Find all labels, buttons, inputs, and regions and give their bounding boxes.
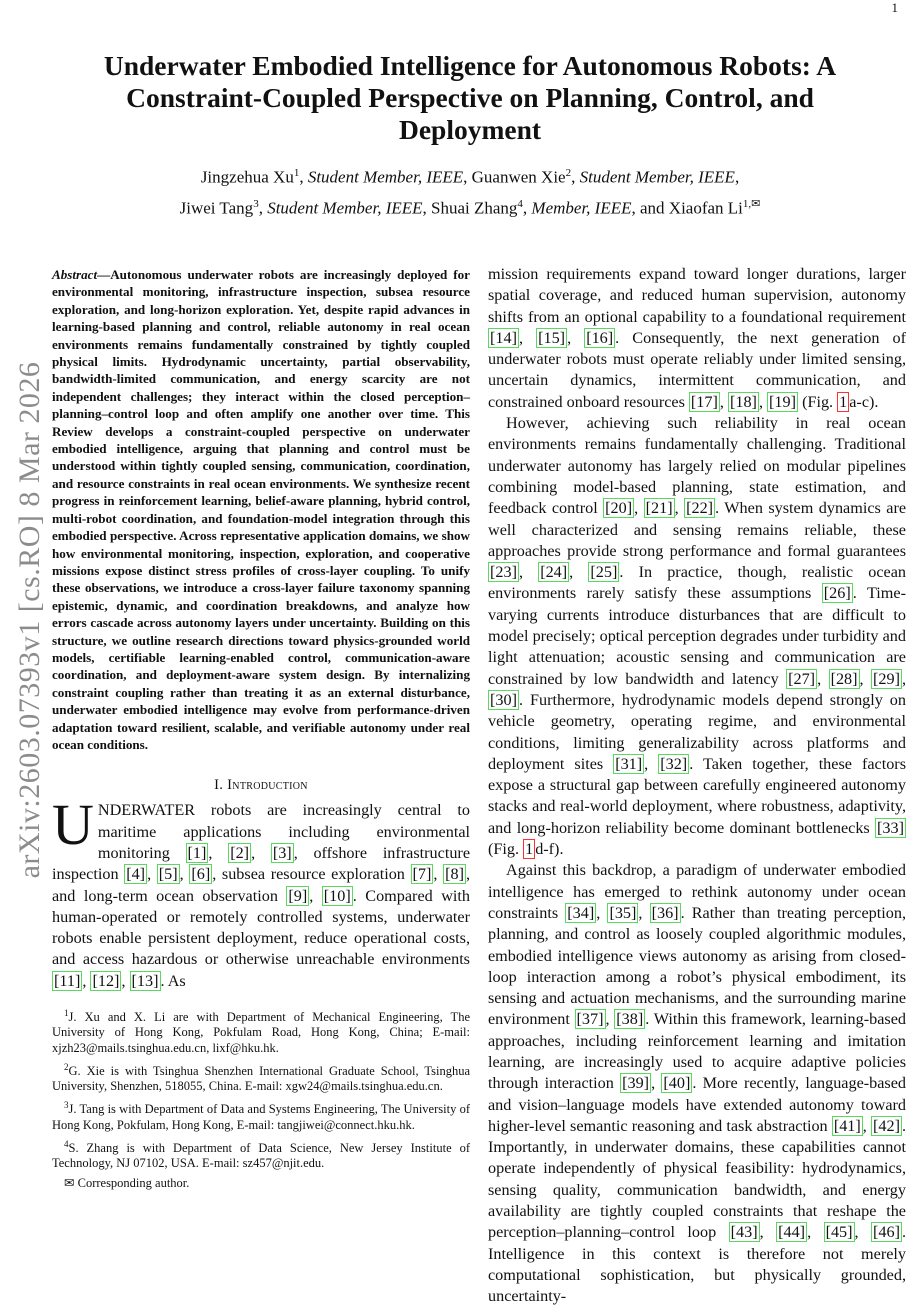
- citation-link[interactable]: [37]: [576, 1010, 604, 1029]
- citation-link[interactable]: [32]: [660, 754, 688, 773]
- author-role: Member, IEEE: [531, 198, 632, 218]
- citation-link[interactable]: [38]: [616, 1010, 644, 1029]
- citation-link[interactable]: [35]: [609, 903, 637, 922]
- citation-link[interactable]: [5]: [158, 865, 178, 884]
- citation-link[interactable]: [25]: [590, 563, 618, 582]
- and-word: and: [640, 198, 665, 218]
- citation-link[interactable]: [8]: [445, 865, 464, 884]
- author-affil: 1: [293, 167, 300, 179]
- paragraph: Against this backdrop, a paradigm of underwater embodied intelligence has emerged to rethink autonomy under ocean constraints [34] , [35] , [36] . Rather than treating perception, planning, and control as loosely coupled algorithmic modules, embodied intelligence views autonomy as arising from closed-loop interaction among a robot’s physical embodiment, its sensing and actuation mechanisms, and the surrounding marine environment [37] , [38] . Within this framework, learning-based approaches, including reinforcement learning and imitation learning, are increasingly used to acquire adaptive policies through interaction [39] , [40] . More recently, language-based and vision–language models have extended autonomy toward higher-level semantic reasoning and task abstraction [41] , [42] . Importantly, in underwater domains, these capabilities cannot operate independently of physical feasibility: hydrodynamics, sensing quality, communication bandwidth, and energy availability are tightly coupled constraints that reshape the perception–planning–control loop [43] , [44] , [45] , [46] . Intelligence in this context is therefore not merely computational sophistication, but physically grounded, uncertainty-: [488, 861, 906, 1306]
- left-column: [52, 266, 470, 1195]
- citation-link[interactable]: [18]: [729, 392, 757, 411]
- citation-link[interactable]: [19]: [769, 392, 797, 411]
- citation-link[interactable]: [17]: [690, 392, 718, 411]
- paper-title: Underwater Embodied Intelligence for Autonomous Robots: A Constraint-Coupled Perspective on Planning, Control, and Deployment: [103, 50, 837, 145]
- citation-link[interactable]: [22]: [686, 499, 714, 518]
- citation-link[interactable]: [29]: [873, 669, 900, 688]
- page-number: 1: [891, 0, 898, 15]
- citation-link[interactable]: [42]: [873, 1116, 900, 1135]
- section-heading: [52, 777, 470, 794]
- author-name: Jingzehua Xu: [200, 167, 294, 187]
- citation-link[interactable]: [39]: [622, 1074, 650, 1093]
- citation-link[interactable]: [2]: [230, 843, 250, 862]
- intro-paragraph: UNDERWATER robots are increasingly central to maritime applications including environmental monitoring [1] , [2] , [3] , offshore infrastructure inspection [4] , [5] , [6] , subsea resource exploration [7] , [8] , and long-term ocean observation [9] , [10] . Compared with human-operated or remotely controlled systems, underwater robots enable persistent deployment, reduce operational costs, and access hazardous or otherwise unreachable environments [11] , [12] , [13] . As: [52, 792, 471, 990]
- footnote: $^2$G. Xie is with Tsinghua Shenzhen International Graduate School, Tsinghua University, Shenzhen, 518055, China. E-mail: xgw24@mails.tsinghua.edu.cn.: [52, 1061, 470, 1094]
- author-list: Jingzehua Xu$^1$, Student Member, IEEE, Guanwen Xie$^2$, Student Member, IEEE, Jiwei Tang$^3$, Student Member, IEEE, Shuai Zhang$^4$, Member, IEEE, and Xiaofan $Li^{1,✉}$: [179, 167, 761, 218]
- citation-link[interactable]: [1]: [187, 843, 207, 862]
- abstract-text: —Autonomous underwater robots are increasingly deployed for environmental monitoring, infrastructure inspection, subsea resource exploration, and long-horizon exploration. Yet, despite rapid advances in learning-based planning and control, reliable autonomy in real ocean environments remains fundamentally constrained by tightly coupled physical limits. Hydrodynamic uncertainty, partial observability, bandwidth-limited communication, and energy scarcity are not independent challenges; they interact within the closed perception–planning–control loop and often amplify one another over time. This Review develops a constraint-coupled perspective on underwater embodied intelligence, arguing that planning and control must be understood within tightly coupled sensing, communication, coordination, and resource constraints in real ocean environments. We synthesize recent progress in reinforcement learning, belief-aware planning, hybrid control, multi-robot coordination, and foundation-model integration through this embodied perspective. Across representative application domains, we show how environmental monitoring, inspection, exploration, and cooperative missions expose distinct stress profiles of cross-layer coupling. To unify these observations, we introduce a cross-layer failure taxonomy spanning epistemic, dynamic, and coordination breakdowns, and analyze how errors cascade across autonomy layers under uncertainty. Building on this structure, we outline research directions toward physics-grounded world models, certifiable learning-enabled control, communication-aware coordination, and deployment-aware system design. By internalizing constraint coupling rather than treating it as an external disturbance, underwater embodied intelligence may evolve from performance-driven adaptation toward resilient, scalable, and verifiable autonomy under real ocean conditions.: [52, 267, 470, 752]
- right-column: [488, 264, 906, 1308]
- dropcap: U: [52, 792, 94, 858]
- footnotes: [52, 1006, 470, 1191]
- citation-link[interactable]: [44]: [778, 1223, 806, 1242]
- author-affil: 1,✉: [742, 197, 761, 210]
- figure-link[interactable]: 1: [525, 840, 534, 859]
- citation-link[interactable]: [28]: [830, 669, 858, 688]
- author-name: Shuai Zhang: [431, 198, 518, 218]
- citation-link[interactable]: [11]: [54, 971, 81, 990]
- citation-link[interactable]: [46]: [873, 1223, 900, 1242]
- author-role: Student Member, IEEE: [579, 167, 735, 187]
- author-name: Guanwen Xie: [471, 167, 566, 187]
- author-affil: 3: [253, 197, 259, 210]
- paragraph: mission requirements expand toward longer durations, larger spatial coverage, and reduced human supervision, autonomy shifts from an optional capability to a foundational requirement [14] , [15] , [16] . Consequently, the next generation of underwater robots must operate reliably under limited sensing, uncertain dynamics, intermittent communication, and constrained onboard resources [17] , [18] , [19] (Fig. 1 a-c).: [488, 265, 906, 411]
- section-title: Introduction: [227, 777, 308, 794]
- figure-link[interactable]: 1: [839, 392, 848, 411]
- citation-link[interactable]: [12]: [92, 971, 120, 990]
- citation-link[interactable]: [30]: [490, 690, 517, 709]
- author-role: Student Member, IEEE: [267, 198, 423, 218]
- citation-link[interactable]: [43]: [730, 1223, 758, 1242]
- citation-link[interactable]: [7]: [412, 865, 432, 884]
- citation-link[interactable]: [40]: [663, 1074, 691, 1093]
- citation-link[interactable]: [16]: [586, 328, 614, 347]
- footnote: $^1$J. Xu and X. Li are with Department of Mechanical Engineering, The University of Hong Kong, Pokfulam Road, Hong Kong, China; E-mail: xjzh23@mails.tsinghua.edu.cn, lixf@hku.hk.: [52, 1008, 470, 1055]
- arxiv-stamp: arXiv:2603.07393v1 [cs.RO] 8 Mar 2026: [13, 361, 46, 879]
- citation-link[interactable]: [27]: [788, 669, 816, 688]
- citation-link[interactable]: [4]: [126, 865, 146, 884]
- citation-link[interactable]: [24]: [540, 563, 568, 582]
- citation-link[interactable]: [26]: [823, 584, 851, 603]
- footnote: $^3$J. Tang is with Department of Data and Systems Engineering, The University of Hong Kong, Pokfulam, Hong Kong, E-mail: tangjiwei@connect.hku.hk.: [52, 1100, 470, 1132]
- citation-link[interactable]: [3]: [272, 843, 292, 862]
- footnote: $^4$S. Zhang is with Department of Data Science, New Jersey Institute of Technology, NJ 07102, USA. E-mail: sz457@njit.edu.: [52, 1138, 470, 1171]
- abstract-label: Abstract: [52, 267, 98, 282]
- citation-link[interactable]: [45]: [825, 1223, 853, 1242]
- intro-first-word: NDERWATER: [97, 801, 196, 820]
- envelope-icon: ✉: [64, 1175, 75, 1190]
- citation-link[interactable]: [20]: [605, 499, 633, 518]
- citation-link[interactable]: [41]: [833, 1116, 861, 1135]
- author-role: Student Member, IEEE: [307, 167, 464, 187]
- citation-link[interactable]: [6]: [191, 865, 211, 884]
- paragraph: However, achieving such reliability in real ocean environments remains fundamentally challenging. Traditional underwater autonomy has largely relied on modular pipelines combining model-based planning, state estimation, and feedback control [20] , [21] , [22] . When system dynamics are well characterized and sensing remains reliable, these approaches provide strong performance and formal guarantees [23] , [24] , [25] . In practice, though, realistic ocean environments rarely satisfy these assumptions [26] . Time-varying currents introduce disturbances that are difficult to model precisely; optical perception degrades under turbidity and light attenuation; acoustic sensing and communication are constrained by low bandwidth and latency [27] , [28] , [29] , [30] . Furthermore, hydrodynamic models depend strongly on vehicle geometry, operating regime, and environmental conditions, limiting generalizability across platforms and deployment sites [31] , [32] . Taken together, these factors expose a structural gap between carefully engineered autonomy stacks and real-world deployment, where robustness, adaptivity, and long-horizon reliability become dominant bottlenecks [33] (Fig. 1 d-f).: [488, 414, 906, 859]
- author-affil: 4: [517, 197, 523, 210]
- footnote: ✉ Corresponding author.: [64, 1175, 190, 1190]
- citation-link[interactable]: [31]: [615, 754, 643, 773]
- citation-link[interactable]: [13]: [131, 971, 159, 990]
- citation-link[interactable]: [23]: [490, 563, 517, 582]
- citation-link[interactable]: [36]: [651, 903, 679, 922]
- citation-link[interactable]: [15]: [538, 328, 566, 347]
- citation-link[interactable]: [21]: [645, 499, 673, 518]
- citation-link[interactable]: [14]: [490, 328, 517, 347]
- citation-link[interactable]: [33]: [877, 818, 904, 837]
- abstract: [52, 266, 470, 753]
- citation-link[interactable]: [34]: [567, 903, 595, 922]
- author-name: Xiaofan Li: [668, 198, 743, 218]
- author-name: Jiwei Tang: [179, 198, 254, 218]
- citation-link[interactable]: [9]: [288, 886, 308, 905]
- section-number: I.: [214, 777, 224, 794]
- author-affil: 2: [565, 167, 572, 179]
- citation-link[interactable]: [10]: [323, 886, 351, 905]
